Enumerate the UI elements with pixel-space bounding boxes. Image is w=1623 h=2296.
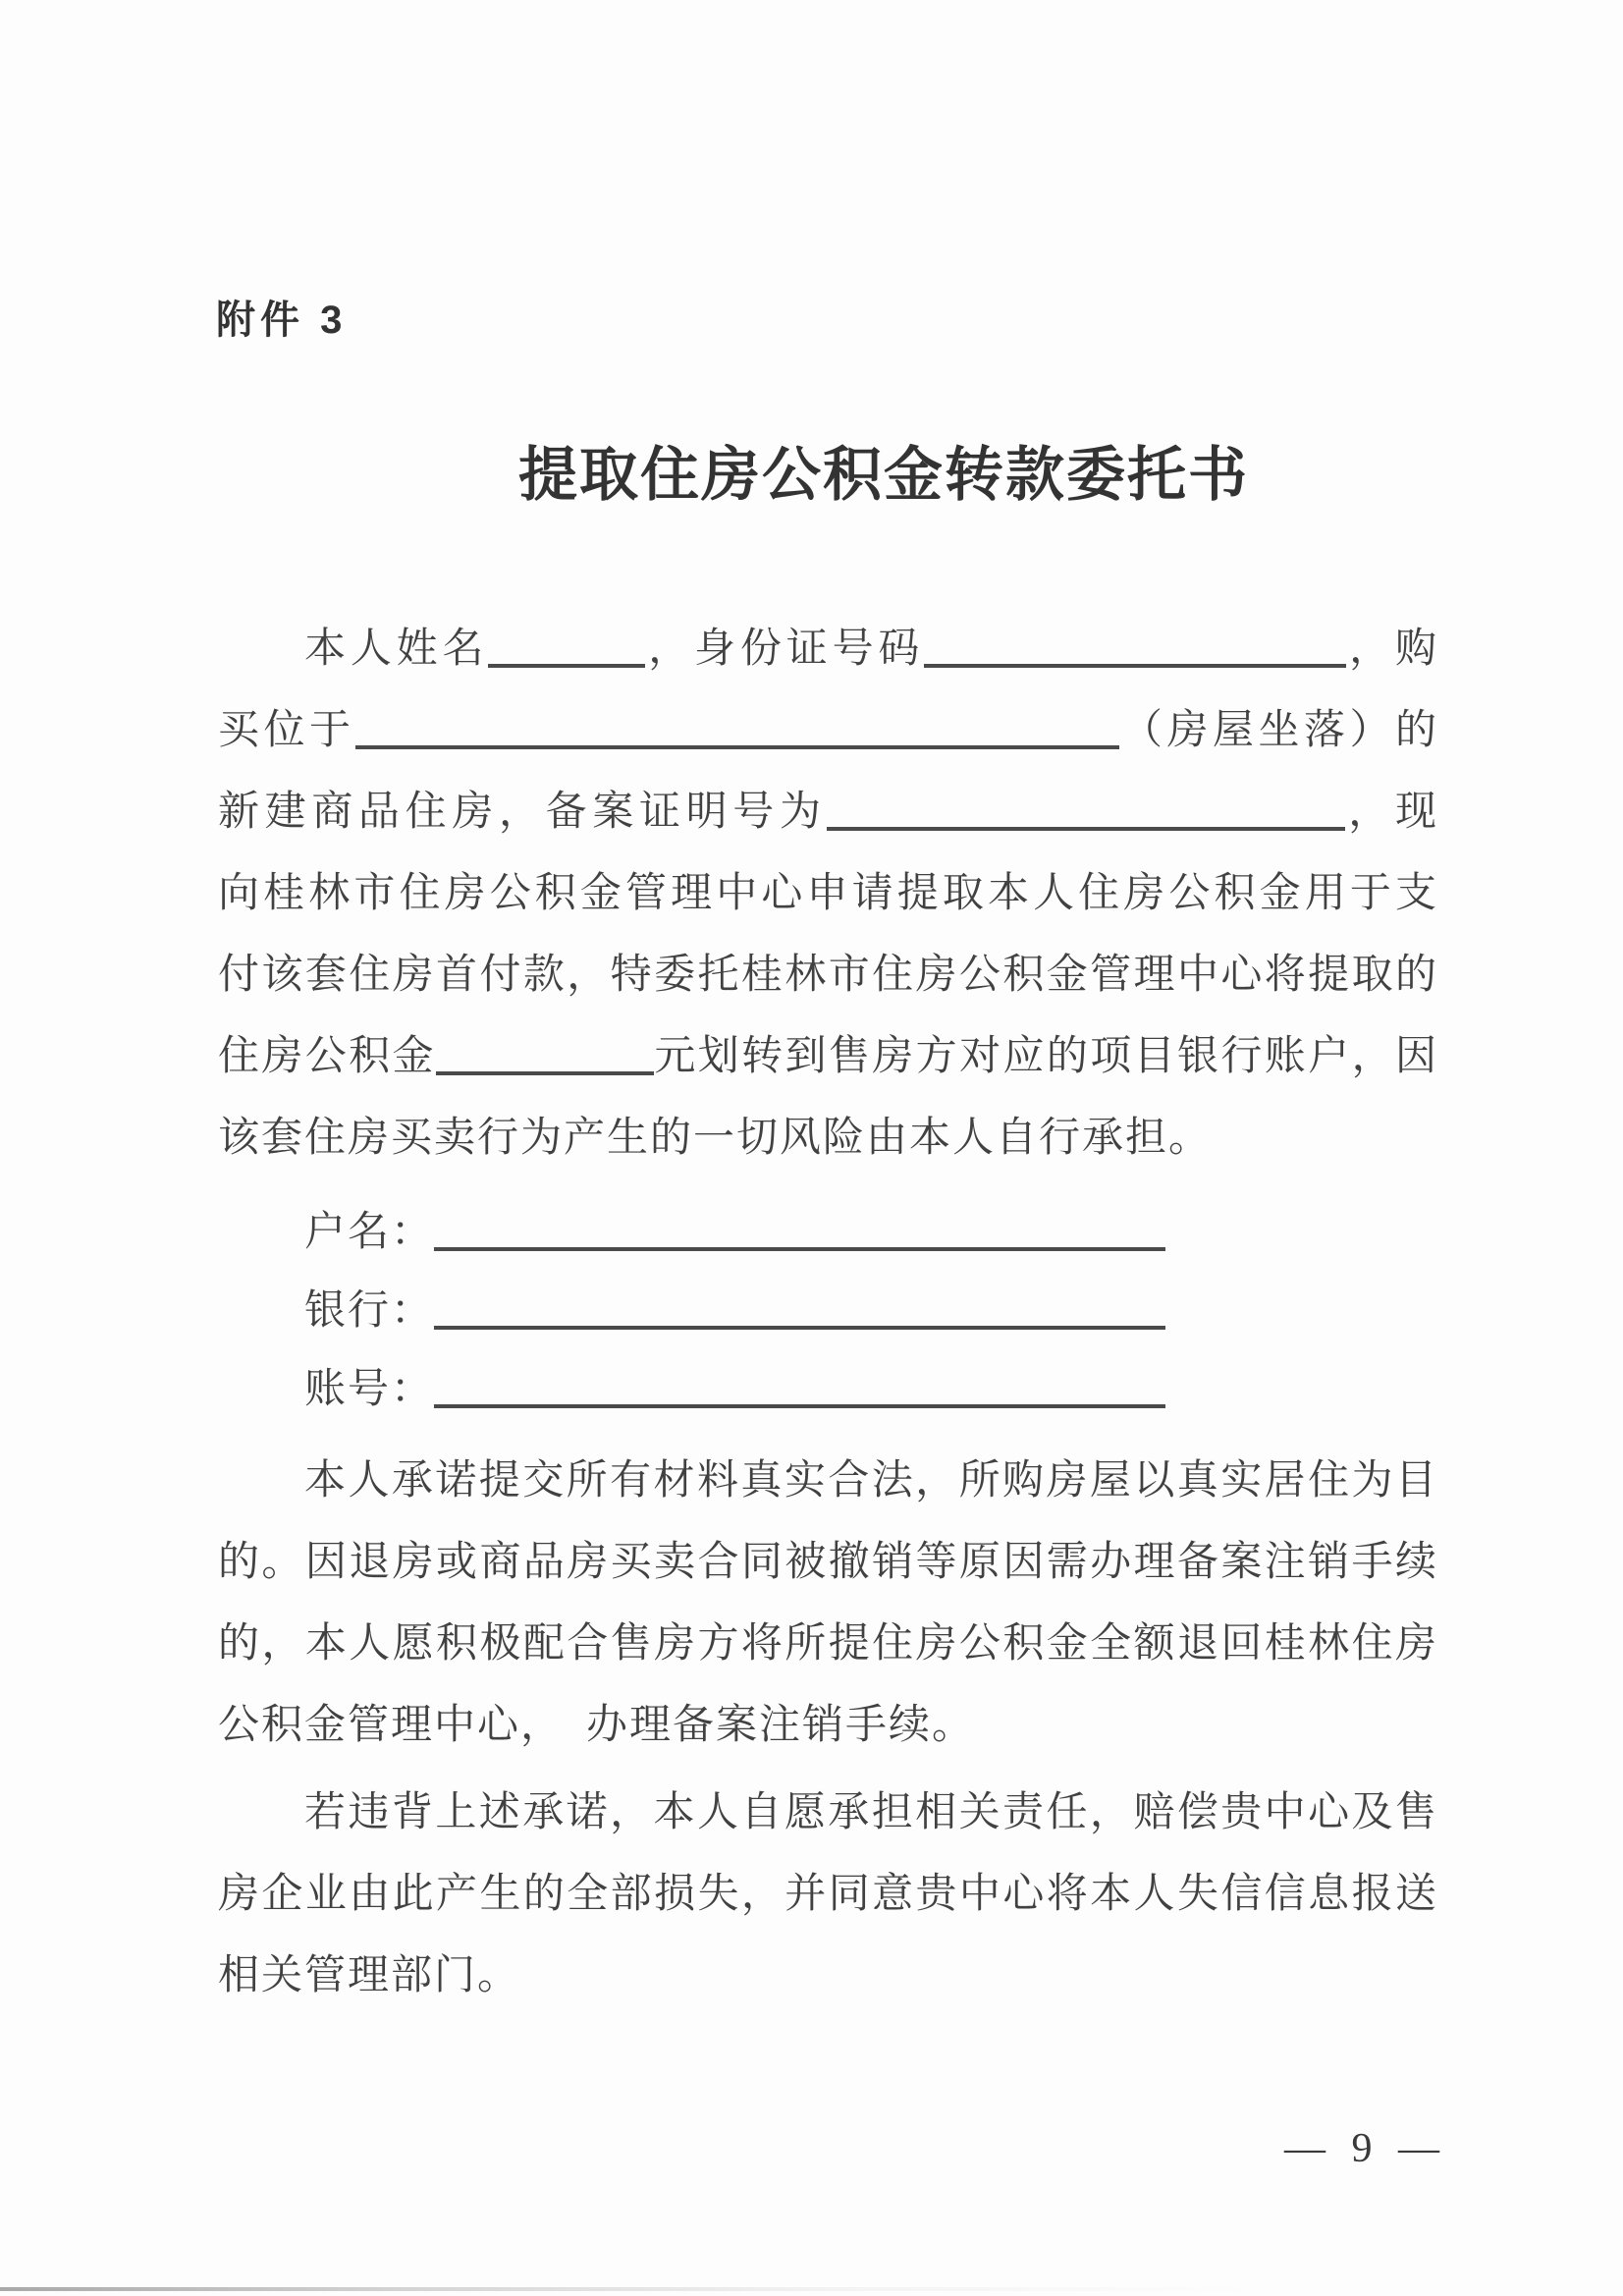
text-segment: 的。因退房或商品房买卖合同被撤销等原因需办理备案注销手续 (218, 1540, 1438, 1585)
text-segment: 公积金管理中心， 办理备案注销手续。 (218, 1703, 976, 1748)
text-segment: 付该套住房首付款，特委托桂林市住房公积金管理中心将提取的 (218, 953, 1438, 998)
line-apply-withdraw (218, 853, 1438, 935)
text-segment: 户名： (304, 1210, 435, 1255)
text-segment: 相关管理部门。 (218, 1953, 521, 1998)
text-segment: 本人姓名 (304, 627, 489, 672)
text-segment: 若违背上述承诺，本人自愿承担相关责任，赔偿贵中心及售 (304, 1790, 1438, 1835)
text-segment: 银行： (304, 1288, 435, 1334)
account-number-blank (434, 1359, 1165, 1408)
line-breach-3 (218, 1936, 1438, 2017)
text-segment: （房屋坐落）的 (1118, 708, 1438, 753)
text-segment: 新建商品住房，备案证明号为 (218, 790, 827, 835)
line-account-number (218, 1350, 1438, 1429)
line-applicant-name (218, 609, 1438, 690)
text-segment: 住房公积金 (218, 1034, 436, 1079)
line-commitment-2 (218, 1522, 1438, 1604)
text-segment: 房企业由此产生的全部损失，并同意贵中心将本人失信信息报送 (218, 1872, 1438, 1917)
page-number (1284, 2125, 1439, 2172)
text-segment: ，现 (1344, 790, 1438, 835)
text-segment: ，身份证号码 (645, 627, 925, 672)
page-number-dash-right: — (1398, 2126, 1439, 2171)
scan-artifact-line (0, 2287, 1325, 2291)
account-name-blank (434, 1202, 1165, 1251)
record-cert-no-blank (827, 782, 1345, 831)
fund-amount-blank (436, 1026, 654, 1075)
line-bank-name (218, 1272, 1438, 1350)
line-breach-2 (218, 1854, 1438, 1936)
page-number-value: 9 (1351, 2126, 1373, 2171)
line-commitment-4 (218, 1685, 1438, 1767)
attachment-label: 附件 3 (216, 299, 348, 342)
line-house-location (218, 690, 1438, 772)
document-body (218, 609, 1438, 2017)
text-segment: 元划转到售房方对应的项目银行账户，因 (653, 1034, 1438, 1079)
house-location-blank (355, 700, 1119, 749)
line-account-name (218, 1193, 1438, 1272)
document-title: 提取住房公积金转款委托书 (518, 443, 1249, 508)
text-segment: 买位于 (218, 708, 355, 753)
line-commitment-3 (218, 1604, 1438, 1685)
id-number-blank (924, 619, 1346, 668)
line-risk-statement (218, 1098, 1438, 1179)
line-breach-1 (218, 1773, 1438, 1854)
text-segment: 该套住房买卖行为产生的一切风险由本人自行承担。 (218, 1116, 1213, 1161)
line-record-cert-no (218, 772, 1438, 853)
text-segment: 本人承诺提交所有材料真实合法，所购房屋以真实居住为目 (304, 1458, 1438, 1503)
line-fund-amount (218, 1016, 1438, 1098)
text-segment: 向桂林市住房公积金管理中心申请提取本人住房公积金用于支 (218, 871, 1438, 916)
applicant-name-blank (488, 619, 645, 668)
bank-name-blank (434, 1281, 1165, 1330)
line-commitment-1 (218, 1441, 1438, 1522)
line-entrust-center (218, 935, 1438, 1016)
page-number-dash-left: — (1284, 2126, 1325, 2171)
text-segment: 的，本人愿积极配合售房方将所提住房公积金全额退回桂林住房 (218, 1621, 1438, 1667)
text-segment: ，购 (1346, 627, 1438, 672)
text-segment: 账号： (304, 1367, 435, 1412)
